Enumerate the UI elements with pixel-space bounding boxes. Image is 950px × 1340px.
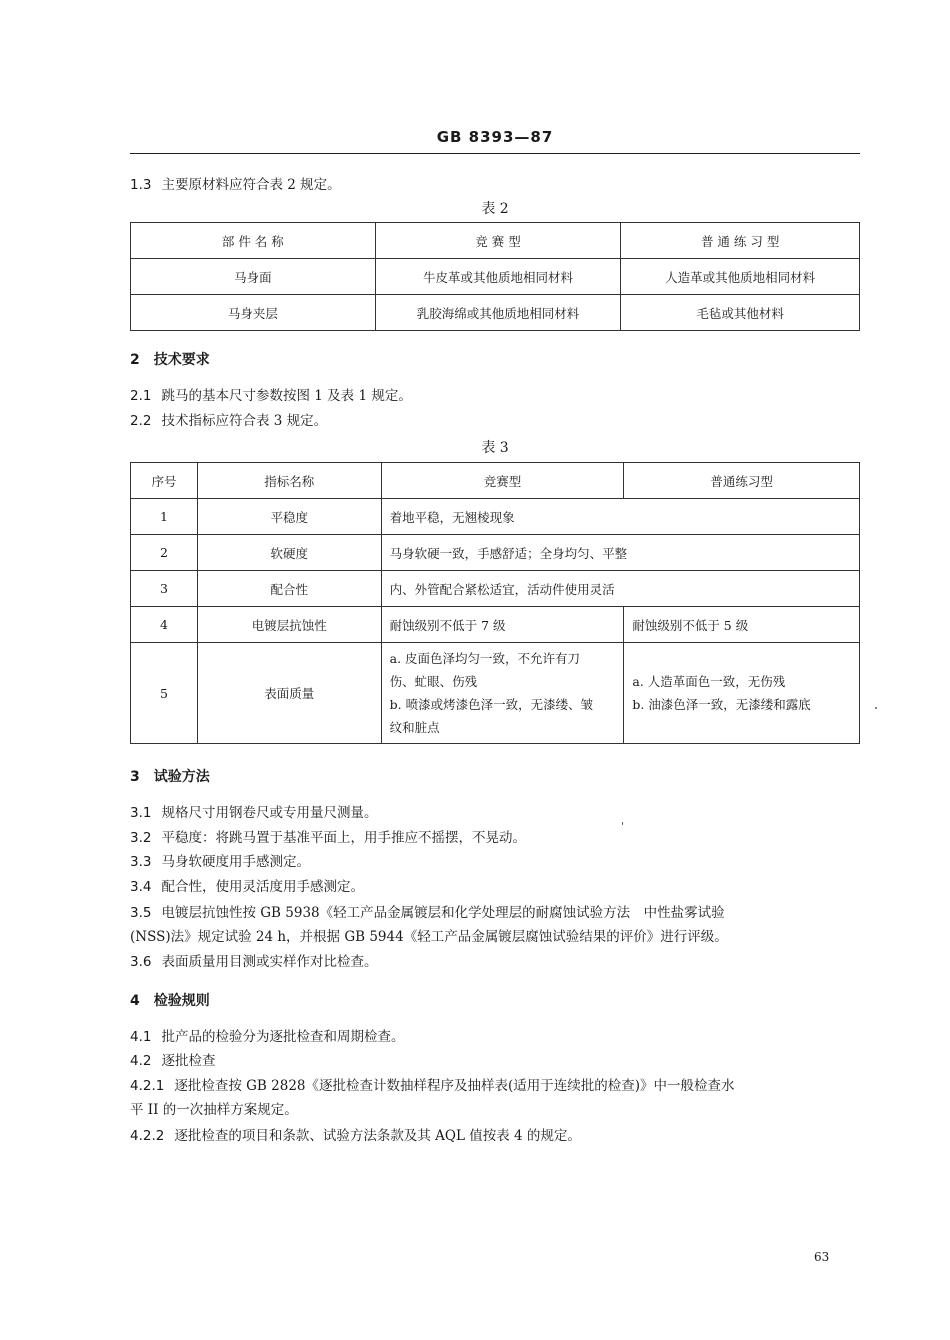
table-cell: 人造革或其他质地相同材料 [621,259,860,295]
table-row [131,295,860,331]
practice-requirement: 耐蚀级别不低于 5 级 [624,607,860,643]
clause-number: 3.2 [130,830,152,846]
clause-text: 配合性，使用灵活度用手感测定。 [161,879,364,895]
clause-number: 1.3 [130,177,152,193]
requirement-cell: 内、外管配合紧松适宜，活动件使用灵活 [381,571,859,607]
table-cell: 毛毡或其他材料 [621,295,860,331]
requirement-cell: 着地平稳，无翘棱现象 [381,499,859,535]
column-header: 序号 [131,463,198,499]
column-header: 部 件 名 称 [131,223,376,259]
table-cell: 牛皮革或其他质地相同材料 [375,259,621,295]
section-number: 3 [130,769,140,785]
table-row [131,535,860,571]
practice-requirement [624,643,860,744]
clause-number: 3.1 [130,805,152,821]
clause-3-2 [130,829,526,847]
section-title: 检验规则 [153,993,210,1009]
row-number: 1 [131,499,198,535]
requirement-line: 纹和脏点 [389,720,440,735]
row-number: 5 [131,643,198,744]
clause-number: 2.2 [130,413,152,429]
row-number: 2 [131,535,198,571]
table-cell: 乳胶海绵或其他质地相同材料 [375,295,621,331]
scan-speck [622,822,623,825]
table-row [131,607,860,643]
column-header: 指标名称 [197,463,381,499]
requirement-line: b. 喷漆或烤漆色泽一致，无漆缕、皱 [389,697,594,712]
table-2-caption: 表 2 [481,201,509,217]
table-cell: 马身夹层 [131,295,376,331]
clause-number: 2.1 [130,388,152,404]
clause-3-1 [130,804,377,822]
requirement-line: a. 皮面色泽均匀一致，不允许有刀 [389,651,581,666]
clause-number: 4.1 [130,1029,152,1045]
clause-text: 表面质量用目测或实样作对比检查。 [161,954,378,970]
clause-text: 逐批检查按 GB 2828《逐批检查计数抽样程序及抽样表(适用于连续批的检查)》中一般检查水 [174,1078,735,1094]
table-row [131,259,860,295]
section-title: 试验方法 [153,769,210,785]
table-row [131,571,860,607]
indicator-name: 平稳度 [197,499,381,535]
clause-4-2 [130,1052,215,1070]
indicator-name: 配合性 [197,571,381,607]
column-header: 普通练习型 [624,463,860,499]
table-header-row [131,463,860,499]
section-number: 4 [130,993,140,1009]
clause-2-1 [130,387,412,405]
clause-4-2-2 [130,1127,581,1145]
standard-code-header: GB 8393—87 [436,128,554,146]
clause-3-6 [130,953,377,971]
indicator-name: 软硬度 [197,535,381,571]
clause-number: 3.3 [130,854,152,870]
clause-text: 技术指标应符合表 3 规定。 [161,413,328,429]
requirement-cell: 马身软硬一致，手感舒适；全身均匀、平整 [381,535,859,571]
table-2 [130,222,860,331]
column-header: 竞赛型 [381,463,624,499]
requirement-line: b. 油漆色泽一致，无漆缕和露底 [632,697,811,712]
clause-3-4 [130,878,364,896]
competition-requirement: 耐蚀级别不低于 7 级 [381,607,624,643]
clause-text: 马身软硬度用手感测定。 [161,854,310,870]
clause-text: 逐批检查的项目和条款、试验方法条款及其 AQL 值按表 4 的规定。 [174,1128,581,1144]
table-row [131,499,860,535]
clause-number: 4.2 [130,1053,152,1069]
competition-requirement [381,643,624,744]
scan-speck [875,707,877,709]
clause-2-2 [130,412,327,430]
table-3-caption: 表 3 [481,440,509,456]
table-row [131,643,860,744]
indicator-name: 表面质量 [197,643,381,744]
section-2-heading [130,349,210,369]
clause-text: 主要原材料应符合表 2 规定。 [161,177,341,193]
clause-number: 3.5 [130,905,152,921]
clause-4-2-1-continued: 平 II 的一次抽样方案规定。 [130,1102,298,1118]
clause-3-5 [130,904,725,922]
clause-4-1 [130,1028,404,1046]
clause-3-5-continued: (NSS)法》规定试验 24 h，并根据 GB 5944《轻工产品金属镀层腐蚀试验结果的评价》进行评级。 [130,929,728,945]
section-3-heading [130,766,210,786]
section-title: 技术要求 [153,352,210,368]
clause-text: 规格尺寸用钢卷尺或专用量尺测量。 [161,805,378,821]
requirement-line: 伤、虻眼、伤残 [389,674,478,689]
table-3 [130,462,860,744]
section-4-heading [130,990,210,1010]
clause-text: 电镀层抗蚀性按 GB 5938《轻工产品金属镀层和化学处理层的耐腐蚀试验方法 中性盐雾试验 [161,905,725,921]
table-header-row [131,223,860,259]
clause-number: 3.4 [130,879,152,895]
clause-text: 平稳度：将跳马置于基准平面上，用手推应不摇摆，不晃动。 [161,830,526,846]
requirement-line: a. 人造革面色一致，无伤残 [632,674,786,689]
header-rule [130,153,860,154]
row-number: 3 [131,571,198,607]
clause-4-2-1 [130,1077,735,1095]
table-cell: 马身面 [131,259,376,295]
clause-number: 4.2.2 [130,1128,165,1144]
clause-number: 4.2.1 [130,1078,165,1094]
clause-text: 逐批检查 [161,1053,216,1069]
page-number: 63 [814,1250,830,1264]
clause-1-3 [130,176,341,194]
column-header: 普 通 练 习 型 [621,223,860,259]
column-header: 竞 赛 型 [375,223,621,259]
clause-text: 跳马的基本尺寸参数按图 1 及表 1 规定。 [161,388,412,404]
clause-number: 3.6 [130,954,152,970]
row-number: 4 [131,607,198,643]
section-number: 2 [130,352,140,368]
clause-3-3 [130,853,310,871]
clause-text: 批产品的检验分为逐批检查和周期检查。 [161,1029,405,1045]
indicator-name: 电镀层抗蚀性 [197,607,381,643]
